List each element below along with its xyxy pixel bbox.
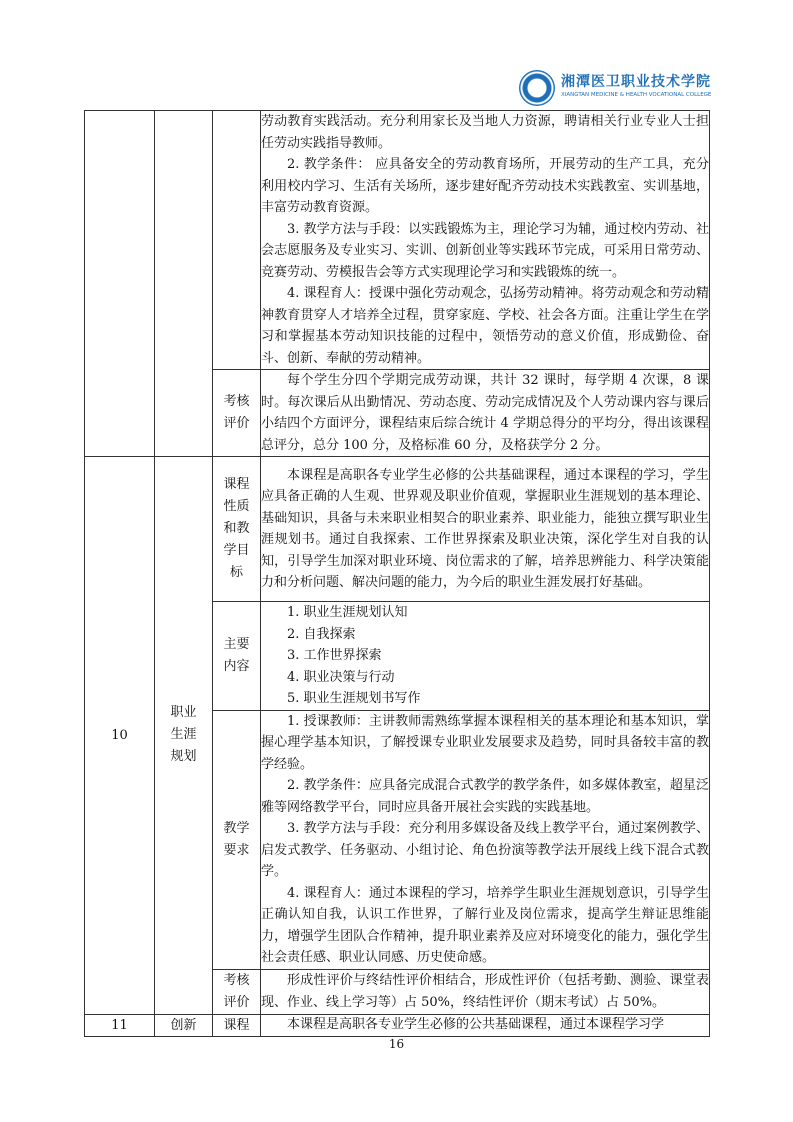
course-number-cell xyxy=(85,111,155,457)
list-item: 4. 职业决策与行动 xyxy=(287,669,395,685)
course-name-cell: 职业 生涯 规划 xyxy=(155,457,213,1015)
curriculum-table xyxy=(84,110,710,1037)
category-cell: 教学 要求 xyxy=(213,710,261,969)
paragraph: 2. 教学条件：应具备完成混合式教学的教学条件，如多媒体教室，超星泛雅等网络教学平台，同时应具备开展社会实践的实践基地。 xyxy=(261,778,709,815)
main-content-list xyxy=(261,602,710,711)
course-number-cell: 10 xyxy=(85,457,155,1015)
list-item: 5. 职业生涯规划书写作 xyxy=(287,691,421,706)
teaching-requirements-text xyxy=(261,111,710,370)
paragraph: 4. 课程育人：通过本课程的学习，培养学生职业生涯规划意识，引导学生正确认知自我，认识工作世界，了解行业及岗位需求，提高学生辩证思维能力，增强学生团队合作精神，提升职业素养及应对环境变化的能力，强化学生社会责任感、职业认同感、历史使命感。 xyxy=(261,885,709,965)
list-item: 3. 工作世界探索 xyxy=(287,648,382,663)
course-nature-text: 本课程是高职各专业学生必修的公共基础课程，通过本课程的学习，学生应具备正确的人生观、世界观及职业价值观，掌握职业生涯规划的基本理论、基础知识，具备与未来职业相契合的职业素养、职业能力，能独立撰写职业生涯规划书。通过自我探索、工作世界探索及职业决策，深化学生对自我的认知，引导学生加深对职业环境、岗位需求的了解，培养思辨能力、科学决策能力和分析问题、解决问题的能力，为今后的职业生涯发展打好基础。 xyxy=(261,457,710,602)
course-number-cell: 11 xyxy=(85,1014,155,1037)
course-name-cell xyxy=(155,111,213,457)
paragraph: 4. 课程育人：授课中强化劳动观念，弘扬劳动精神。将劳动观念和劳动精神教育贯穿人才培养全过程，贯穿家庭、学校、社会各方面。注重让学生在学习和掌握基本劳动知识技能的过程中，领悟劳动的意义价值，形成勤俭、奋斗、创新、奉献的劳动精神。 xyxy=(261,286,709,366)
table-row xyxy=(85,1014,710,1037)
teaching-requirements-text xyxy=(261,710,710,969)
paragraph: 3. 教学方法与手段：充分利用多媒设备及线上教学平台，通过案例教学、启发式教学、任务驱动、小组讨论、角色扮演等教学法开展线上线下混合式教学。 xyxy=(261,821,709,879)
college-logo xyxy=(519,70,712,108)
college-emblem-icon xyxy=(519,70,555,106)
assessment-text: 形成性评价与终结性评价相结合，形成性评价（包括考勤、测验、课堂表现、作业、线上学习等）占 50%，终结性评价（期末考试）占 50%。 xyxy=(261,969,710,1014)
list-item: 2. 自我探索 xyxy=(287,626,356,642)
assessment-text: 每个学生分四个学期完成劳动课，共计 32 课时，每学期 4 次课，8 课时。每次课后从出勤情况、劳动态度、劳动完成情况及个人劳动课内容与课后小结四个方面评分，课程结束后综合统计 4 学期总得分的平均分，得出该课程总评分，总分 100 分，及格标准 60 分，及格获学分 2 分。 xyxy=(261,370,710,457)
category-cell: 主要 内容 xyxy=(213,602,261,711)
page-number: 16 xyxy=(388,1037,405,1051)
paragraph: 3. 教学方法与手段：以实践锻炼为主，理论学习为辅，通过校内劳动、社会志愿服务及专业实习、实训、创新创业等实践环节完成，可采用日常劳动、竞赛劳动、劳模报告会等方式实现理论学习和实践锻炼的统一。 xyxy=(261,221,709,280)
category-cell xyxy=(213,111,261,370)
paragraph: 1. 授课教师：主讲教师需熟练掌握本课程相关的基本理论和基本知识，掌握心理学基本知识，了解授课专业职业发展要求及趋势，同时具备较丰富的教学经验。 xyxy=(261,713,709,772)
table-row xyxy=(85,457,710,602)
category-cell: 考核 评价 xyxy=(213,969,261,1014)
course-name-cell: 创新 xyxy=(155,1014,213,1037)
category-cell: 考核 评价 xyxy=(213,370,261,457)
college-name-cn: 湘潭医卫职业技术学院 xyxy=(561,74,711,90)
paragraph: 劳动教育实践活动。充分利用家长及当地人力资源，聘请相关行业专业人士担任劳动实践指导教师。 xyxy=(261,114,709,151)
course-nature-text: 本课程是高职各专业学生必修的公共基础课程，通过本课程学习学 xyxy=(261,1014,710,1037)
category-cell: 课程 xyxy=(213,1014,261,1037)
paragraph: 2. 教学条件： 应具备安全的劳动教育场所，开展劳动的生产工具，充分利用校内学习、生活有关场所，逐步建好配齐劳动技术实践教室、实训基地，丰富劳动教育资源。 xyxy=(261,157,709,215)
college-name-en: XIANGTAN MEDICINE & HEALTH VOCATIONAL COLLEGE xyxy=(561,92,712,98)
table-row xyxy=(85,111,710,370)
list-item: 1. 职业生涯规划认知 xyxy=(287,605,408,620)
category-cell: 课程 性质 和教 学目 标 xyxy=(213,457,261,602)
